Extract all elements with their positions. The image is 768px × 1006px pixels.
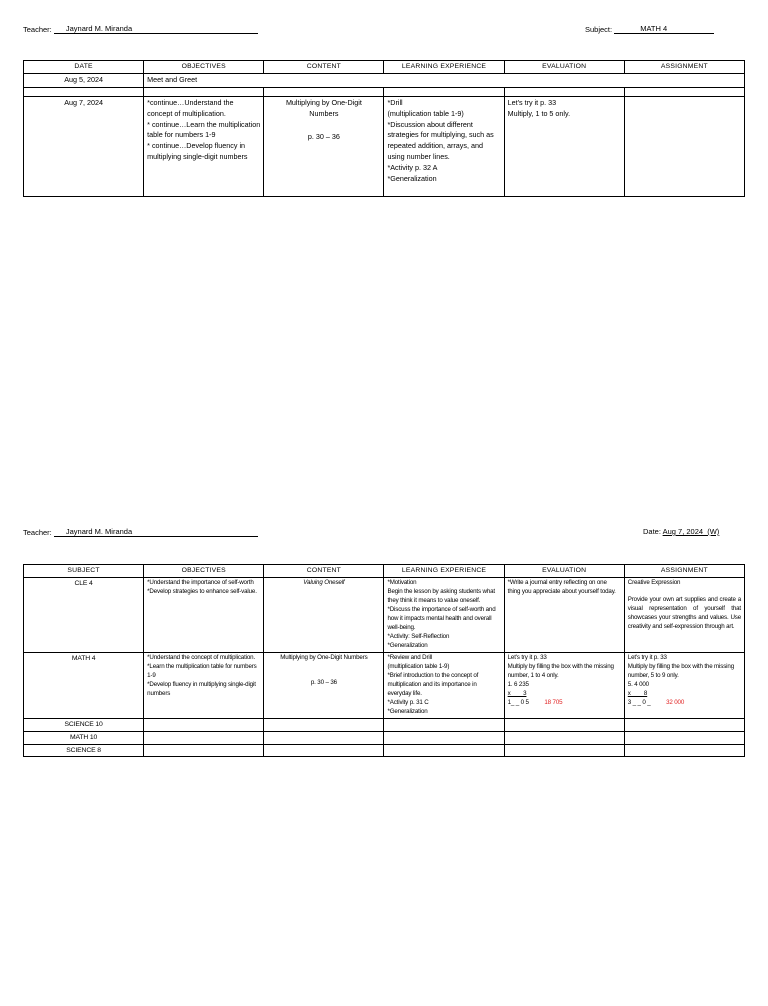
assignment-answer: 32 000 xyxy=(666,698,685,706)
date-value: Aug 7, 2024 (W) xyxy=(662,527,720,536)
col-header: DATE xyxy=(24,61,144,74)
evaluation-answer: 18 705 xyxy=(544,698,563,706)
assignment-body: Provide your own art supplies and create a visual representation of yourself that showcases your strengths and values. Use creativity and self-expression through art. xyxy=(627,596,741,631)
assignment-line: x____8 xyxy=(627,690,648,697)
evaluation-cell: Let's try it p. 33 Multiply, 1 to 5 only. xyxy=(504,96,624,196)
col-header: EVALUATION xyxy=(504,61,624,74)
date-header xyxy=(643,527,719,536)
date-label: Date: xyxy=(643,527,661,536)
evaluation-line: 1_ _ 0 5 xyxy=(507,698,529,706)
teacher-name: Jaynard M. Miranda xyxy=(65,527,133,536)
table-row xyxy=(24,744,745,757)
col-header: ASSIGNMENT xyxy=(624,565,744,578)
col-header: LEARNING EXPERIENCE xyxy=(384,565,504,578)
assignment-line: 5. 4 000 xyxy=(627,681,649,689)
table-row xyxy=(24,731,745,744)
subject-label: Subject: xyxy=(585,25,613,34)
table-row xyxy=(24,74,745,88)
assignment-text: Let's try it p. 33 Multiply by filling the box with the missing number, 5 to 9 only. xyxy=(627,654,734,680)
content-title: Multiplying by One-Digit Numbers xyxy=(280,654,368,662)
evaluation-line: 1. 6 235 xyxy=(507,681,529,689)
objectives-cell: *continue…Understand the concept of multiplication. * continue…Learn the multiplication table for numbers 1-9 * continue…Develop fluency in multiplying single-digit numbers xyxy=(144,96,264,196)
subject-header xyxy=(585,24,714,34)
evaluation-text: Let's try it p. 33 Multiply by filling the box with the missing number, 1 to 4 only. xyxy=(507,654,614,680)
header-row xyxy=(24,565,745,578)
objectives-cell: *Understand the concept of multiplication. *Learn the multiplication table for numbers 1-9 *Develop fluency in multiplying single-digit numbers xyxy=(144,653,264,719)
assignment-line: 3 _ _ 0 _ xyxy=(627,698,651,706)
col-header: CONTENT xyxy=(264,61,384,74)
teacher-name: Jaynard M. Miranda xyxy=(65,24,133,33)
date-cell: Aug 5, 2024 xyxy=(24,74,144,88)
evaluation-cell: *Write a journal entry reflecting on one thing you appreciate about yourself today. xyxy=(504,578,624,653)
col-header: OBJECTIVES xyxy=(144,61,264,74)
content-pages: p. 30 – 36 xyxy=(307,131,340,141)
col-header: EVALUATION xyxy=(504,565,624,578)
subject-cell: CLE 4 xyxy=(24,578,144,653)
date-cell: Aug 7, 2024 xyxy=(24,96,144,196)
table-row xyxy=(24,718,745,731)
teacher-header-2 xyxy=(23,527,258,537)
teacher-header-1 xyxy=(23,24,258,34)
learning-experience-cell: *Motivation Begin the lesson by asking students what they think it means to value oneself. *Discuss the importance of self-worth and how it impacts mental health and overall well-being. *Activity: Self-Reflection *Generalization xyxy=(384,578,504,653)
col-header: CONTENT xyxy=(264,565,384,578)
content-cell xyxy=(264,96,384,196)
table-row-cle xyxy=(24,578,745,653)
col-header: ASSIGNMENT xyxy=(624,61,744,74)
learning-experience-cell: *Drill (multiplication table 1-9) *Discussion about different strategies for multiplying, such as repeated addition, arrays, and using number lines. *Activity p. 32 A *Generalization xyxy=(384,96,504,196)
empty-row xyxy=(24,87,745,96)
lesson-plan-table-1 xyxy=(23,60,745,197)
evaluation-line: x 3 xyxy=(507,690,527,697)
assignment-cell xyxy=(624,653,744,719)
subject-value: MATH 4 xyxy=(640,24,668,33)
subject-cell: MATH 4 xyxy=(24,653,144,719)
teacher-label: Teacher: xyxy=(23,25,52,34)
header-row xyxy=(24,61,745,74)
content-pages: p. 30 – 36 xyxy=(310,679,337,687)
objectives-cell: Meet and Greet xyxy=(144,74,745,88)
col-header: LEARNING EXPERIENCE xyxy=(384,61,504,74)
content-title: Multiplying by One-Digit Numbers xyxy=(285,97,362,118)
learning-experience-cell: *Review and Drill (multiplication table 1-9) *Brief introduction to the concept of multiplication and its importance in everyday life. *Activity p. 31 C *Generalization xyxy=(384,653,504,719)
assignment-cell xyxy=(624,96,744,196)
lesson-plan-table-2 xyxy=(23,564,745,757)
assignment-cell xyxy=(624,578,744,653)
content-cell xyxy=(264,653,384,719)
subject-cell: MATH 10 xyxy=(24,731,144,744)
table-row xyxy=(24,96,745,196)
subject-cell: SCIENCE 10 xyxy=(24,718,144,731)
col-header: OBJECTIVES xyxy=(144,565,264,578)
subject-cell: SCIENCE 8 xyxy=(24,744,144,757)
evaluation-cell xyxy=(504,653,624,719)
table-row-math xyxy=(24,653,745,719)
col-header: SUBJECT xyxy=(24,565,144,578)
content-cell: Valuing Oneself xyxy=(264,578,384,653)
teacher-label: Teacher: xyxy=(23,528,52,537)
assignment-title: Creative Expression xyxy=(627,579,681,587)
objectives-cell: *Understand the importance of self-worth *Develop strategies to enhance self-value. xyxy=(144,578,264,653)
